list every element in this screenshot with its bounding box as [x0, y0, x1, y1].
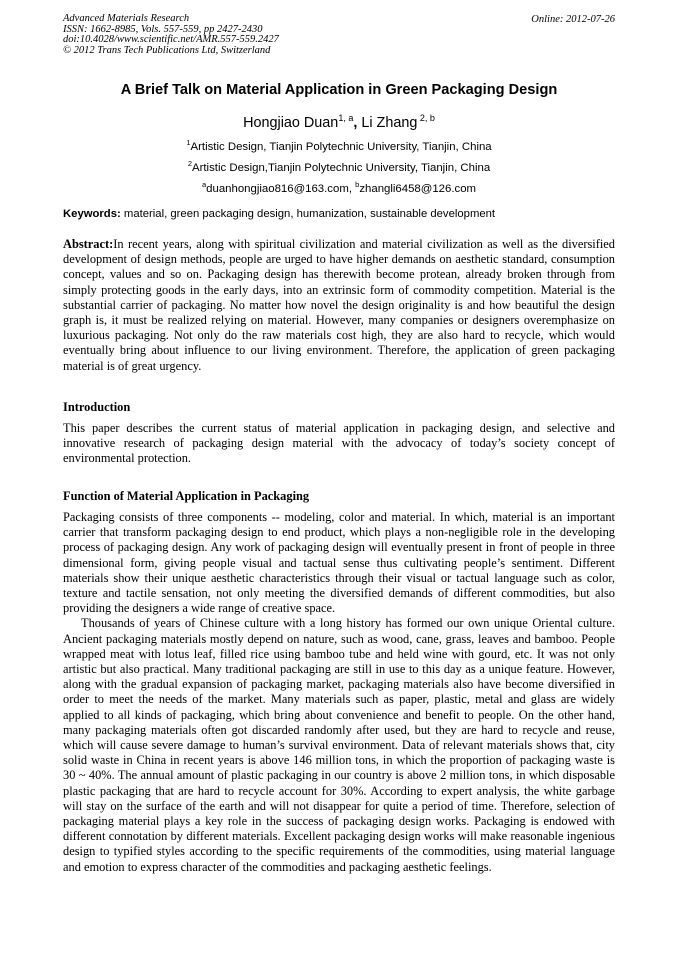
online-date: Online: 2012-07-26 [531, 14, 615, 25]
affiliation-2-mark: 2 [187, 159, 192, 168]
abstract-label: Abstract: [63, 237, 114, 251]
affiliation-2-text: Artistic Design,Tianjin Polytechnic University, Tianjin, China [192, 161, 491, 174]
author-separator: , [353, 114, 362, 131]
doi-line: doi:10.4028/www.scientific.net/AMR.557-559.2427 [63, 34, 279, 46]
journal-header [63, 14, 279, 56]
email-b-mark: b [355, 180, 360, 189]
affiliation-1-text: Artistic Design, Tianjin Polytechnic University, Tianjin, China [190, 140, 492, 153]
affiliation-1 [0, 138, 678, 153]
email-a-mark: a [201, 180, 207, 189]
introduction-heading: Introduction [63, 400, 131, 414]
affiliation-2 [0, 159, 678, 174]
affiliation-1-mark: 1 [186, 138, 191, 147]
keywords-text: material, green packaging design, humanization, sustainable development [120, 208, 496, 220]
author-2-affiliation-mark: 2, b [417, 113, 435, 123]
keywords-line [63, 208, 623, 220]
function-section-heading: Function of Material Application in Packaging [63, 489, 310, 503]
email-a: duanhongjiao816@163.com, [206, 182, 356, 195]
copyright-line: © 2012 Trans Tech Publications Ltd, Switzerland [63, 44, 271, 56]
author-2: Li Zhang [361, 114, 418, 131]
introduction-paragraph: This paper describes the current status of material application in packaging design, and selective and innovative research of packaging design material with the advocacy of today’s society concept of environmental protection. [63, 421, 615, 466]
author-line [0, 113, 678, 131]
paper-title: A Brief Talk on Material Application in Green Packaging Design [120, 82, 558, 98]
function-paragraph-1: Packaging consists of three components -- modeling, color and material. In which, material is an important carrier that transform packaging design to end product, which plays a non-negligible role in the developing process of packaging design. Any work of packaging design will eventually present in front of people in three dimensional form, giving people visual and tactual sense thus cultivating people’s sentiment. Different materials show their unique aesthetic characteristics through their visual or tactual language such as color, texture and tactile sensation, not only meeting the diversified demands of different commodities, but also providing the designers a wide range of creative space. [63, 510, 615, 616]
author-1-affiliation-mark: 1, a [338, 113, 354, 123]
email-line [0, 180, 678, 195]
keywords-label: Keywords: [63, 208, 121, 220]
issn-line: ISSN: 1662-8985, Vols. 557-559, pp 2427-2430 [63, 23, 263, 35]
abstract-paragraph [63, 237, 615, 374]
function-section-body [63, 510, 615, 875]
email-b: zhangli6458@126.com [359, 182, 477, 195]
abstract-text: In recent years, along with spiritual civilization and material civilization as well as the diversified development of design methods, people are urged to have higher demands on aesthetic standard, consumption concept, values and so on. Packaging design has therewith become protean, already broken through from simply protecting goods in the early days, into an extrinsic form of commodity competition. Material is the substantial carrier of packaging. No matter how novel the design originality is and how beautiful the design graph is, it must be realized relying on material. However, many companies or designers overemphasize on luxurious packaging. Not only do the raw materials cost high, they are also hard to recycle, which would eventually bring about influence to our living environment. Therefore, the application of green packaging material is of great urgency. [63, 237, 615, 373]
function-paragraph-2: Thousands of years of Chinese culture with a long history has formed our own unique Oriental culture. Ancient packaging materials mostly depend on nature, such as wood, cane, grass, leaves and bamboo. People wrapped meat with lotus leaf, filled rice using bamboo tube and held wine with gourd, etc. It was not only artistic but also practical. Many traditional packaging are still in use to this day as a unique feature. However, along with the gradual expansion of packaging market, packaging materials also have become diversified in order to meet the needs of the market. Many materials such as paper, plastic, metal and glass are widely applied to all kinds of packaging, which bring about convenience and benefit to people. On the other hand, many packaging materials often got discarded randomly after used, but they are hard to recycle and reuse, which will cause severe damage to human’s survival environment. Data of relevant materials shows that, city solid waste in China in recent years is above 146 million tons, in which the proportion of packaging waste is 30 ~ 40%. The annual amount of plastic packaging in our country is above 2 million tons, in which disposable plastic packaging that are hard to recycle account for 30%. According to expert analysis, the white garbage will stay on the surface of the earth and will not disappear for quite a period of time. Therefore, selection of packaging material plays a key role in the success of packaging design works. Packaging is endowed with different connotation by different materials. Excellent packaging design works will make reasonable ingenious design to typified styles according to the specific requirements of the commodities, using material language and emotion to express character of the commodities and packaging aesthetic feelings. [63, 616, 615, 874]
journal-name: Advanced Materials Research [63, 13, 190, 24]
author-1: Hongjiao Duan [243, 114, 339, 131]
